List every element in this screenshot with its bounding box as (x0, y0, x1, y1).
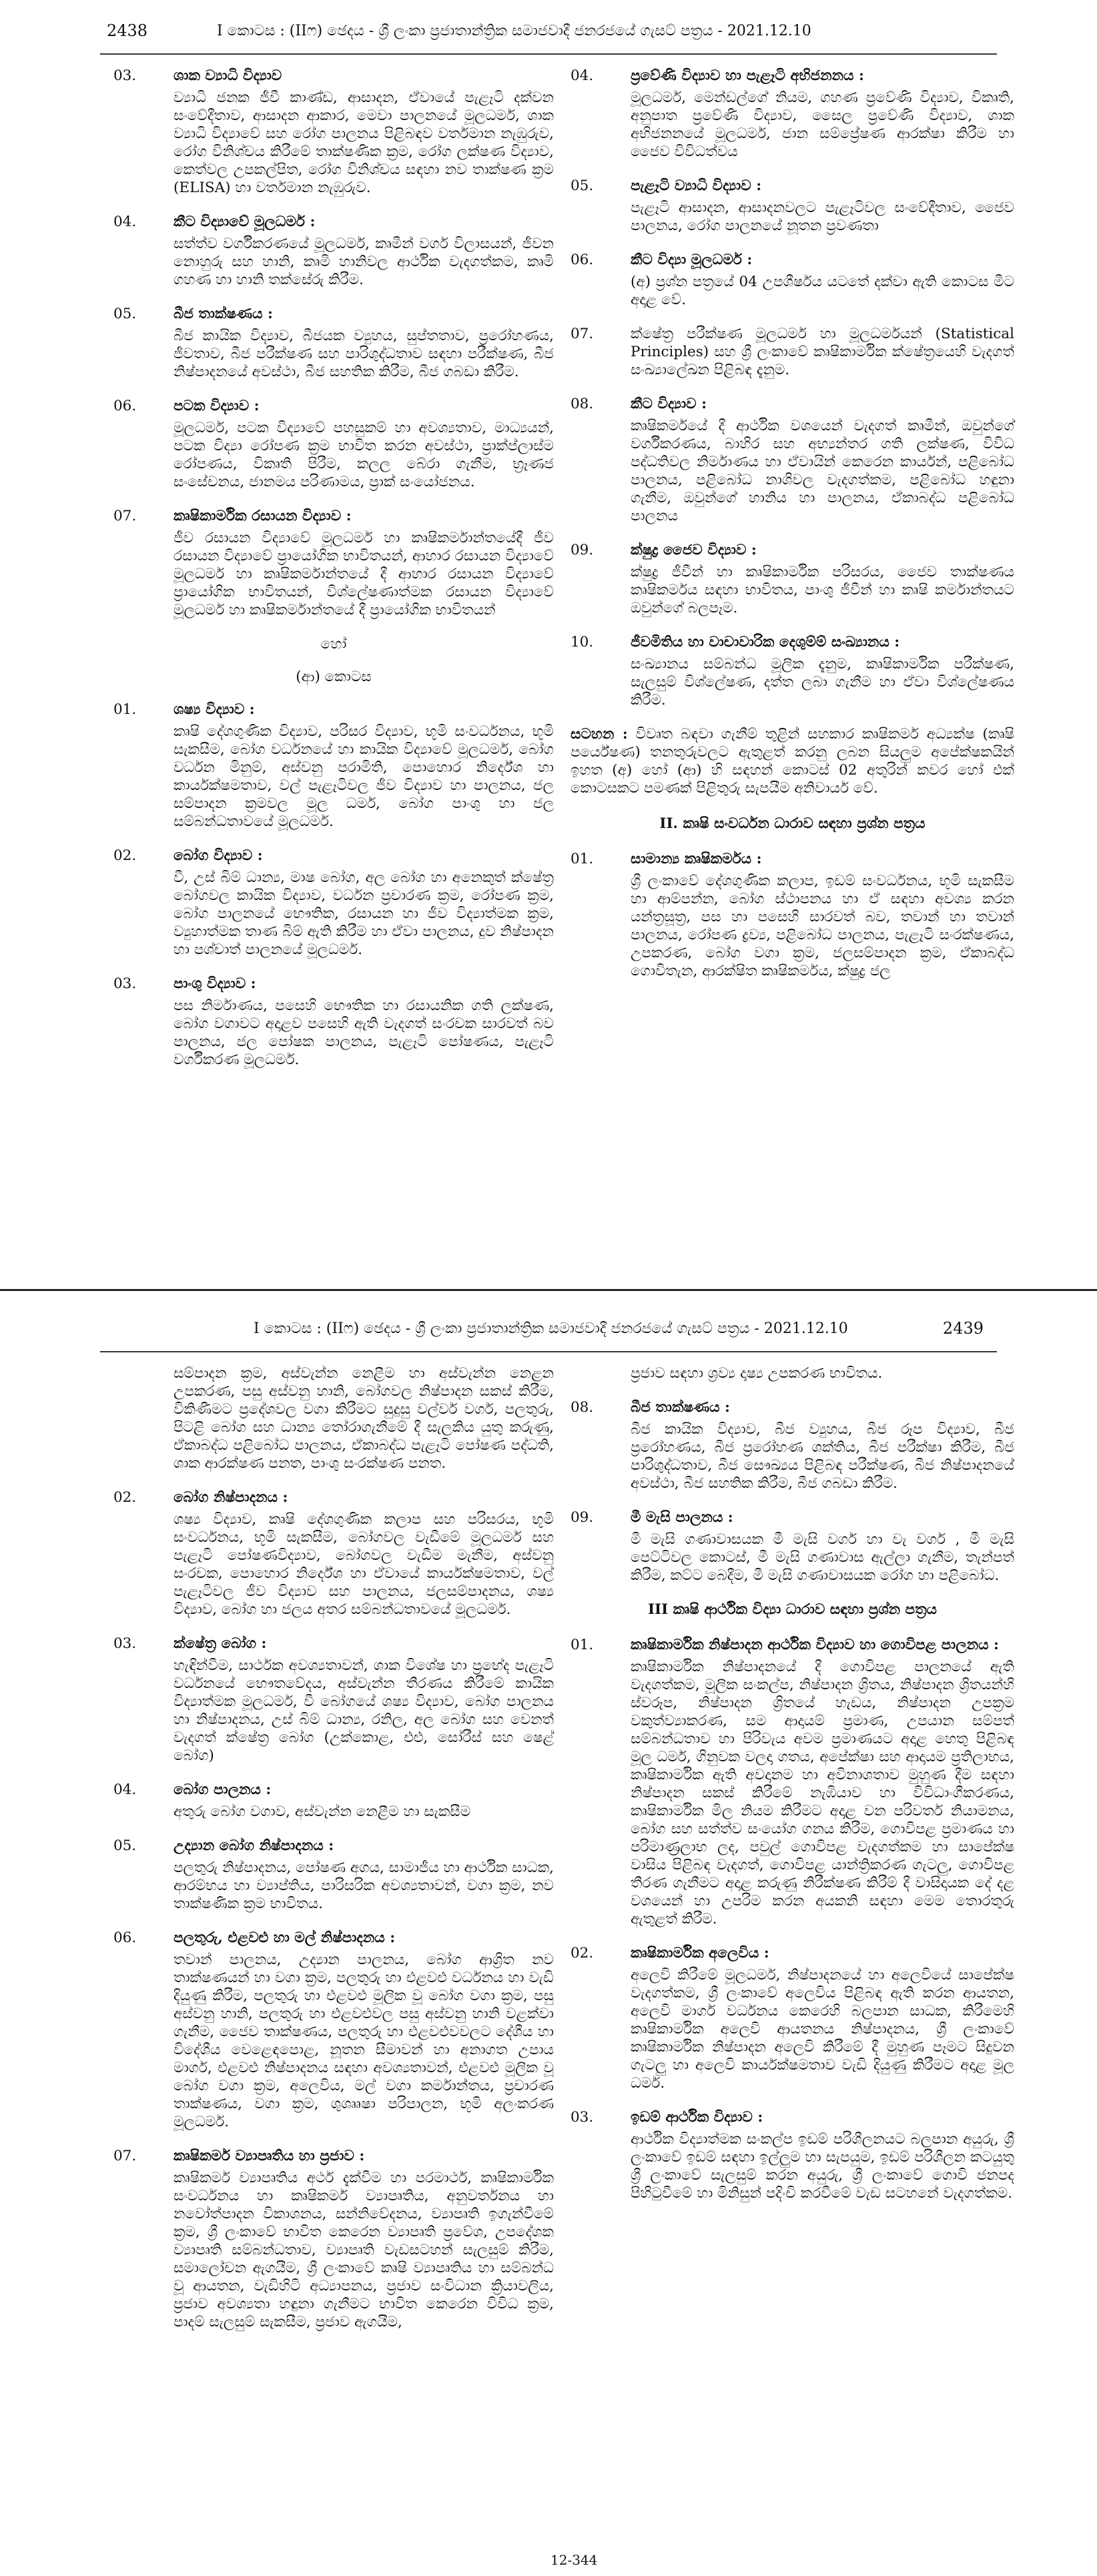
item-body: කෘෂි දේශගුණික විද්‍යාව, පරිසර විද්‍යාව, භූමි සංවර්ධනය, භූමි සැකසීම, බෝග වර්ධනයේ හා කායික විද්‍යාවේ මූලධර්ම, බෝග වර්ධන මිනුම්, අස්වනු පරාමිති, පොහොර නිර්දේශ හා කාර්යක්ෂමතාව, වල් පැළෑටිවල ජීව විද්‍යාව හා පාලනය, ජල සම්පාදන ක්‍රමවල මූල ධර්ම, බෝග පාංශු හා ජල සම්බන්ධතාවයේ මූලධර්ම. (173, 723, 554, 830)
note-paragraph (571, 725, 1014, 797)
right-column (571, 67, 1014, 996)
item-title: පටක විද්‍යාව : (173, 398, 260, 414)
item-title: බීජ තාක්ෂණය : (173, 306, 273, 322)
syllabus-item (571, 1398, 1014, 1492)
item-number: 01. (571, 851, 594, 867)
section-heading: II. කෘෂි සංවර්ධන ධාරාව සඳහා ප්‍රශ්න පත්‍රය (659, 815, 926, 832)
syllabus-item (113, 975, 554, 1069)
syllabus-item (571, 2108, 1014, 2202)
item-body: සංඛ්‍යානය සම්බන්ධ මූලික දැනුම, කෘෂිකාර්මික පරීක්ෂණ, සැලසුම් විශ්ලේෂණ, දත්ත ලබා ගැනීම හා ඒවා විශ්ලේෂණය කිරීම. (631, 656, 1014, 709)
item-number: 09. (571, 1509, 594, 1526)
item-title: ජීවමිතිය හා වාචාවාරික දෙශුම්ම් සංඛ්‍යානය : (631, 634, 900, 651)
or-separator: හෝ (320, 636, 347, 653)
item-body: සම්පාදන ක්‍රම, අස්වැන්න නෙළීම හා අස්වැන්න නෙළන උපකරණ, පසු අස්වනු හානි, බෝගවල නිෂ්පාදන සකස් කිරීම, විකිණීමට ප්‍රදේශවල වගා කිරීමට සුදුසු වල්වර් වර්ග, පලතුරු, පිටළි බෝග සහ ධාන්‍ය තෝරාගැනීමේ දී සැලකිය යුතු කරුණු, ඒකාබද්ධ පළිබෝධ පාලනය, ඒකාබද්ධ පැළෑටි පෝෂණ පද්ධති, ශාක ආරක්ෂණ පනත, පාංශු සංරක්ෂණ පනත. (173, 1365, 554, 1472)
item-number: 01. (571, 1637, 594, 1653)
item-body: බීජ කායික විද්‍යාව, බීජ ව්‍යුහය, බීජ රූප විද්‍යාව, බීජ ප්‍රරෝහණය, බීජ ප්‍රරෝහණ ශක්තිය, බීජ පරීක්ෂා කිරීම, බීජ පාරිශුද්ධතාව, බීජ සෞඛ්‍යය පිළිබඳ පරීක්ෂණ, බීජ නිෂ්පාදනයේ අවස්ථා, බීජ සහතික කිරීම, බීජ ගබඩා කිරීම. (631, 1421, 1014, 1492)
syllabus-item (113, 1488, 554, 1619)
syllabus-item (113, 67, 554, 197)
item-title: කෘෂිකාර්මික නිෂ්පාදන ආර්ථික විද්‍යාව හා ගොවිපළ පාලනය : (631, 1637, 999, 1653)
item-body: බීජ කායික විද්‍යාව, බීජයක ව්‍යුහය, සුප්තතාව, ප්‍රරෝහණය, ජීවතාව, බීජ පරීක්ෂණ සහ පාරිශුද්ධතාව සඳහා පරීක්ෂණ, බීජ නිෂ්පාදනයේ අවස්ථා, බීජ සහතික කිරීම, බීජ ගබඩා කිරීම. (173, 328, 554, 380)
syllabus-item (113, 1929, 554, 2131)
gazette-page-2439 (0, 1298, 1097, 2576)
page-divider (0, 1289, 1097, 1291)
note-label: සටහන : (571, 726, 628, 743)
section-heading: III කෘෂි ආර්ථික විද්‍යා ධාරාව සඳහා ප්‍රශ්න පත්‍රය (647, 1601, 938, 1618)
syllabus-item (571, 850, 1014, 980)
item-number: 02. (571, 1945, 594, 1962)
item-title: ශාක ව්‍යාධි විද්‍යාව (173, 67, 282, 84)
item-title: ඉඩම් ආර්ථික විද්‍යාව : (631, 2109, 763, 2126)
syllabus-item (571, 67, 1014, 161)
item-body: පැළෑටි ආසාදන, ආසාදනවලට පැළෑටිවල සංවේදීතාව, ජෛව පාලනය, රෝග පාලනයේ නූතන ප්‍රවණතා (631, 199, 1014, 234)
item-title: කීට විද්‍යාවේ මූලධර්ම : (173, 213, 316, 230)
item-title: කීට විද්‍යා මූලධර්ම : (631, 252, 753, 268)
item-body: ජීව රසායන විද්‍යාවේ මූලධර්ම හා කෘෂිකර්මාන්තයේදී ජීව රසායන විද්‍යාවේ ප්‍රායෝගික භාවිතයන්, ආහාර රසායන විද්‍යාවේ මූලධර්ම හා කෘෂිකර්මාන්තයේ දී ආහාර රසායන විද්‍යාවේ ප්‍රායෝගික භාවිතයන්, විශ්ලේෂණාත්මක රසායන විද්‍යාවේ මූලධර්ම හා කෘෂිකර්මාන්තයේ දී ප්‍රායෝගික භාවිතයන් (173, 530, 554, 618)
item-title: ශෂ්‍ය විද්‍යාව : (173, 701, 255, 718)
item-body: තවාන් පාලනය, උද්‍යාන පාලනය, බෝග ආශ්‍රිත නව තාක්ෂණයන් හා වගා ක්‍රම, පලතුරු හා එළවළු වර්ධනය හා වැඩි දියුණු කිරීම, පලතුරු හා එළවළු මූලික වූ බෝග වගා ක්‍රම, පසු අස්වනු හානි, පලතුරු හා එළවළුවල පසු අස්වනු හානි වළක්වා ගැනීම, ජෛව තාක්ෂණය, පලතුරු හා එළවළුවවලට දේශීය හා විදේශීය වෙළෙඳපොළ, නූතන සීමාවන් හා අනාගත උපාය මාර්ග, එළවළු නිෂ්පාදනය සඳහා අවශ්‍යතාවන්, එළවළු මූලික වූ බෝග වගා ක්‍රම, අලෙවිය, මල් වගා කර්මාන්තය, ප්‍රචාරණ තාක්ෂණය, වගා ක්‍රම, ශුශ්‍රූෂා පරිපාලන, භූමි අලංකරණ මූලධර්ම. (173, 1952, 554, 2130)
left-column (113, 1364, 554, 2347)
item-number: 08. (571, 396, 594, 412)
item-number: 06. (113, 1929, 137, 1946)
item-title: බෝග විද්‍යාව : (173, 847, 263, 864)
item-body: පස නිර්මාණය, පසෙහි භෞතික හා රසායනික ගති ලක්ෂණ, බෝග වගාවට අදාළව පසෙහි ඇති වැදගත් සංරචක සාරවත් බව පාලනය, ජල පෝෂක පාලනය, පැළෑටි පෝෂණය, පැළෑටි වර්ගීකරණ මූලධර්ම. (173, 997, 554, 1068)
page-header-title: I කොටස : (IIෆ) ඡෙදය - ශ්‍රී ලංකා ප්‍රජාතාන්ත්‍රික සමාජවාදී ජනරජයේ ගැසට් පත්‍රය - 2021.12.10 (217, 23, 811, 39)
item-title: බෝග පාලනය : (173, 1781, 272, 1798)
item-number: 02. (113, 847, 137, 864)
item-body: ශ්‍රී ලංකාවේ දේශගුණික කලාප, ඉඩම් සංවර්ධනය, භූමි සැකසීම හා ආම්පන්න, බෝග ස්ථාපනය හා ඒ සඳහා අවශ්‍ය කරන යන්ත්‍රසූත්‍ර, පස හා පසෙහි සාරවත් බව, තවාන් හා තවාන් පාලනය, රෝපණ ද්‍රව්‍ය, පළිබෝධ පාලනය, පැළෑටි සංරක්ෂණය, උපකරණ, බෝග වගා ක්‍රම, ජලසම්පාදන ක්‍රම, ඒකාබද්ධ ගොවිතැන, ආරක්ෂිත කෘෂිකර්මය, ක්ෂුද්‍ර ජල (631, 873, 1014, 979)
item-body: ආර්ථික විද්‍යාත්මක සංකල්ප ඉඩම් පරිශීලනයට බලපාන අයුරු, ශ්‍රී ලංකාවේ ඉඩම් සඳහා ඉල්ලුම හා සැපයුම, ඉඩම් පරිශීලන කටයුතු ශ්‍රී ලංකාවේ සැලසුම් කරන අයුරු, ශ්‍රී ලංකාවේ ගොවි ජනපද පිහිටුවීමේ හා මිනිසුන් පදිංචි කරවීමේ වැඩ සටහනේ වැදගත්කම. (631, 2131, 1014, 2202)
item-number: 03. (571, 2109, 594, 2126)
item-number: 03. (113, 67, 137, 84)
item-number: 06. (113, 398, 137, 414)
item-number: 02. (113, 1489, 137, 1506)
item-number: 04. (571, 67, 594, 84)
item-title: ක්ෂේත්‍ර බෝග : (173, 1635, 267, 1652)
item-title: මී මැසි පාලනය : (631, 1509, 733, 1526)
continued-paragraph (113, 1364, 554, 1472)
syllabus-item (571, 633, 1014, 709)
item-number: 09. (571, 542, 594, 558)
item-body: අතුරු බෝග වගාව, අස්වැන්න නෙළීම හා සැකසීම (173, 1803, 471, 1820)
item-body: කෘෂිකාර්මික නිෂ්පාදනයේ දී ගොවිපළ පාලනයේ ඇති වැදගත්කම, මූලික සංකල්ප, නිෂ්පාදන ශ්‍රිතය, නිෂ්පාදන ශ්‍රිතයන්හි ස්වරූප, නිෂ්පාදන ශ්‍රිතයේ හැඩය, නිෂ්පාදන උපක්‍රම වකුත්ව්‍යාකරණ, සම ආදායම් ප්‍රමාණ, උපයාන සම්පත් සම්බන්ධතාව හා පිරිවැය අවම ප්‍රමාණයට අදාළ හෙතු පිළිබඳ මූල ධර්ම, ගිනුවක වලදා ගතය, අපේක්ෂා සහ ආදායම ප්‍රතිලාභය, කෘෂිකාර්මික ඇති අවදානම හා අවිනාශතාව මුහුණ දීම සඳහා නිෂ්පාදන සකස් කිරීමේ නැඹියාව හා විවිධාංගීකරණය, කෘෂිකාර්මික මිල නියම කිරීමට අදාළ වන පරිවර්ත නියාමනය, බෝග සහ සත්ත්ව සංයෝග ගනය කිරීම, ගොවිපළ ප්‍රමාණය හා පරිමාණ්‍රලාභ ලද, පවුල් ගොවිපළ වැදගත්කම හා සාපේක්ෂ වාසිය පිළිබඳ වැදගත්, ගොවිපළ යාන්ත්‍රිකරණ ගැටලු, ගොවිපළ තීරණ ගැනීමට අදාළ කරුණු නිරීක්ෂණ කිරීම් දී වාසිදායක දේ දළ වශයෙන් හා උපරිම කරන අයකනි සඳහා මෙම තොරතුරු ඇතුළත් කිරීම. (631, 1659, 1014, 1927)
syllabus-item (113, 213, 554, 289)
syllabus-item (113, 2147, 554, 2331)
item-body: ව්‍යාධි ජනක ජීවී කාණ්ඩ, ආසාදන, ඒවායේ පැළෑටි දක්වන සංවේදීතාව, ආසාදන ආකාර, මෙවා පාලනයේ මූලධර්ම, ශාක ව්‍යාධි විද්‍යාවේ සහ රෝග පාලනය පිළිබඳව වර්තමාන නැඹුරුව, රෝග විනිශ්චය කිරීමේ තාක්ෂණික ක්‍රම, රෝග ලක්ෂණ විද්‍යාව, කෙත්වල උපකල්පිත, රෝග විනිශ්චය සඳහා නව තාක්ෂණ ක්‍රම (ELISA) හා වර්තමාන නැඹුරුව. (173, 89, 554, 196)
item-number: 07. (113, 508, 137, 524)
item-title: පැළෑටි ව්‍යාධි විද්‍යාව : (631, 177, 762, 194)
item-body: මී මැසි ගණාවාසයක මී මැසි වර්ග හා වැ වර්ග , මී මැසි පෙට්ටිවල කොටස්, මී මැසි ගණාවාස ඇල්ලා ගැනීම, තැන්පත් කිරීම, කට්ට බෙදීම, මී මැසි ගණාවාසයක රෝග හා පළිබෝධ. (631, 1531, 1014, 1584)
item-body: මූලධර්ම, මෙන්ඩල්ගේ නියම, ගහණ ප්‍රවේණි විද්‍යාව, විකෘති, අනුපාත ප්‍රවේණි විද්‍යාව, සෛල ප්‍රවේණි විද්‍යාව, ශාක අභිජනනයේ මූලධර්ම, ජාන සම්ප්‍රේෂණ ආරක්ෂා කිරීම හා ජෛව විවිධත්වය (631, 89, 1014, 160)
item-body: අලෙවි කිරීමේ මූලධර්ම, නිෂ්පාදනයේ හා අලෙවියේ සාපේක්ෂ වැදගත්කම, ශ්‍රී ලංකාවේ අලෙවිය පිළිබඳ ඇති කරන ආයතන, අලෙවි මාර්ග වර්ධනය කෙරෙහි බලපාන සාධක, කිරීමෙහි කෘෂිකාර්මික අලෙවි ආයතනය නිෂ්පාදනය, ශ්‍රී ලංකාවේ කෘෂිකාර්මික නිෂ්පාදන අලෙවි කිරීමේ දී මුහුණ පෑමට සිදුවන ගැටලු හා අලෙවි කාර්යක්ෂමතාව වැඩි දියුණු කිරීමට අදාළ මූල ධර්ම. (631, 1967, 1014, 2092)
item-body: මූලධර්ම, පටක විද්‍යාවේ පහසුකම් හා අවශ්‍යතාව, මාධ්‍යයන්, පටක විද්‍යා රෝපණ ක්‍රම භාවිත කරන අවස්ථා, ප්‍රාක්ප්ලාස්ම රෝපණය, විකෘති පිරීම, කලල බේරා ගැනීම, භ්‍රෑණජ සංසේචනය, ජානමය පරිණාමය, ප්‍රාක් සංයෝජනය. (173, 420, 554, 490)
page-number: 2438 (107, 21, 148, 40)
item-number: 10. (571, 634, 594, 651)
item-title: කෘෂිකාර්මික අලෙවිය : (631, 1945, 769, 1962)
item-title: කෘෂිකාර්මික රසායන විද්‍යාව : (173, 508, 352, 524)
page-header (100, 15, 997, 45)
item-body: හැඳින්වීම, සාර්ථක අවශ්‍යතාවන්, ශාක විශේෂ හා ප්‍රභේද පැළෑටි වර්ධනයේ භෞතවේදය, අස්වැන්න තීරණය කිරීමේ කායික විද්‍යාත්මක මූලධර්ම, වී බෝගයේ ශෂ්‍ය විද්‍යාව, බෝග පාලනය හා නිෂ්පාදනය, උස් බිම් ධාන්‍ය, රනිල, අල බෝග සහ වෙනත් වැදගත් ක්ෂේත්‍ර බෝග (උක්කොළ, එළු, සෝරීස් සහ ෂෙළ් බෝග) (173, 1657, 554, 1764)
syllabus-item (113, 305, 554, 381)
item-number: 08. (571, 1399, 594, 1416)
item-body: සත්ත්ව වර්ගීකරණයේ මූලධර්ම, කෘමීන් වර්ග විලාසයන්, ජීවන නොහුරු සහ හානි, කෘමි හානිවල ආර්ථික වැදගත්කම, කෘමි ගහණ හා හානි තක්සේරු කිරීම. (173, 236, 554, 288)
item-body: පලතුරු නිෂ්පාදනය, පෝෂණ අගය, සාමාජීය හා ආර්ථික සාධක, ආරම්භය හා ව්‍යාප්තිය, පාරිසරික අවශ්‍යතාවන්, වගා ක්‍රම, නව තාක්ෂණික ක්‍රම භාවිතය. (173, 1859, 554, 1912)
item-number: 07. (113, 2148, 137, 2164)
syllabus-item (571, 325, 1014, 379)
syllabus-item (571, 251, 1014, 309)
continued-paragraph (571, 1364, 1014, 1382)
syllabus-item (571, 1509, 1014, 1585)
syllabus-item (571, 177, 1014, 235)
syllabus-item (571, 541, 1014, 617)
item-number: 05. (113, 1837, 137, 1854)
syllabus-item (113, 507, 554, 619)
syllabus-item (571, 1944, 1014, 2092)
item-title: උද්‍යාන බෝග නිෂ්පාදනය : (173, 1837, 334, 1854)
item-body: ශෂ්‍ය විද්‍යාව, කෘෂි දේශගුණික කලාප සහ පරිසරය, භූමි සංවර්ධනය, භූමි සැකසීම, බෝගවල වැඩීමේ මූලධර්ම සහ පැළෑටි පෝෂණවිද්‍යාව, බෝගවල වැඩීම මැනීම, අස්වනු සංරචක, පොහොර නිර්දේශ හා ඒවායේ කාර්යක්ෂමතාව, වල් පැළෑටිවල ජීව විද්‍යාව සහ පාලනය, ජලසම්පාදනය, ශෂ්‍ය විද්‍යාව, බෝග හා ජලය අතර සම්බන්ධතාවයේ මූලධර්ම. (173, 1511, 554, 1618)
header-rule (100, 53, 997, 55)
page-number: 2439 (942, 1319, 984, 1338)
item-title: කෘෂිකර්ම ව්‍යාපෘතිය හා ප්‍රජාව : (173, 2148, 365, 2164)
header-rule (100, 1351, 997, 1352)
page-header-title: I කොටස : (IIෆ) ඡෙදය - ශ්‍රී ලංකා ප්‍රජාතාන්ත්‍රික සමාජවාදී ජනරජයේ ගැසට් පත්‍රය - 2021.12.10 (254, 1320, 848, 1337)
page-header (100, 1312, 997, 1343)
item-number: 03. (113, 1635, 137, 1652)
item-title: පලතුරු, එළවළු හා මල් නිෂ්පාදනය : (173, 1929, 396, 1946)
item-title: පාංශු විද්‍යාව : (173, 975, 256, 992)
item-body: ප්‍රජාව සඳහා ශ්‍රව්‍ය දෘෂ්‍ය උපකරණ භාවිතය. (631, 1365, 883, 1382)
item-number: 05. (571, 177, 594, 194)
item-title: බෝග නිෂ්පාදනය : (173, 1489, 288, 1506)
item-title: කීට විද්‍යාව : (631, 396, 707, 412)
syllabus-item (113, 397, 554, 491)
syllabus-item (113, 1635, 554, 1765)
item-title: ක්ෂුද්‍ර ජෛව විද්‍යාව : (631, 542, 757, 558)
item-body: ක්ෂේත්‍ර පරීක්ෂණ මූලධර්ම හා මූලධර්මයන් (Statistical Principles) සහ ශ්‍රී ලංකාවේ කෘෂිකාර්මික ක්ෂේත්‍රයෙහි වැදගත් සංඛ්‍යාලේඛන පිළිබඳ දැනුම. (631, 326, 1014, 378)
item-body: කෘෂිකර්මයේ දී ආර්ථික වශයෙන් වැදගත් කෘමීන්, ඔවුන්ගේ වර්ගීකරණය, බාහිර සහ අභ්‍යන්තර ගති ලක්ෂණ, විවිධ පද්ධතිවල නිර්මාණය හා ඒවායින් කෙරෙන කාර්යන්, පළිබෝධ පාලනය, පළිබෝධ නාශිවල වැදගත්කම, පළිබෝධ හඳුනා ගැනීම, ඔවුන්ගේ හානිය හා පාලනය, ඒකාබද්ධ පළිබෝධ පාලනය (631, 418, 1014, 524)
item-number: 05. (113, 306, 137, 322)
item-body: ක්ෂුද්‍ර ජීවීන් හා කෘෂිකාර්මික පරිසරය, ජෛව තාක්ෂණය කෘෂිකර්මය සඳහා භාවිතය, පාංශු ජීවීන් හා කෘෂි කර්මාන්තයට ඔවුන්ගේ බලපෑම. (631, 564, 1014, 616)
footer-code: 12-344 (551, 2552, 598, 2568)
item-title: ප්‍රවේණි විද්‍යාව හා පැළෑටි අභිජනනය : (631, 67, 864, 84)
item-title: සාමාන්‍ය කෘෂිකර්මය : (631, 851, 762, 867)
syllabus-item (113, 1837, 554, 1913)
part-b-label: (ආ) කොටස (296, 669, 372, 685)
note-body: විවෘත බඳවා ගැනීම් තුළින් සහකාර කෘෂිකර්ම අධ්‍යක්ෂ (කෘෂි පර්යේෂණ) තනතුරුවලට ඇතුළත් කරනු ලබන සියලුම අපේක්ෂකයින් ඉහත (අ) හෝ (ආ) හි සඳහන් කොටස් 02 අතුරින් කවර හෝ එක් කොටසකට පමණක් පිළිතුරු සැපයීම අනිවාර්ය වේ. (571, 726, 1014, 797)
syllabus-item (113, 701, 554, 831)
syllabus-item (113, 1781, 554, 1821)
item-number: 07. (571, 326, 594, 342)
item-body: (අ) ප්‍රශ්න පත්‍රයේ 04 උපශීර්ෂය යටතේ දක්වා ඇති කොටස මීට අදාළ වේ. (631, 274, 1014, 308)
item-number: 04. (113, 1781, 137, 1798)
item-number: 03. (113, 975, 137, 992)
right-column (571, 1364, 1014, 2218)
item-number: 04. (113, 213, 137, 230)
left-column (113, 67, 554, 1085)
syllabus-item (571, 1636, 1014, 1928)
item-body: කෘෂිකර්ම ව්‍යාපෘතිය අර්ථ දැක්වීම හා පරමාර්ථ, කෘෂිකාර්මික සංවර්ධනය හා කෘෂිකර්ම ව්‍යාපෘතිය, අනුවර්තනය හා නවෝත්පාදන විකාශනය, සන්නිවේදනය, ව්‍යාපෘති ඉගැන්වීමේ ක්‍රම, ශ්‍රී ලංකාවේ භාවිත කෙරෙන ව්‍යාපෘති ප්‍රවේශ, උපදේශක ව්‍යාපෘති සම්බන්ධතාව, ව්‍යාපෘති වැඩසටහන් සැලසුම් කිරීම, සමාලෝචන ඇගයීම, ශ්‍රී ලංකාවේ කෘෂි ව්‍යාපෘතිය හා සම්බන්ධ වූ ආයතන, වැඩිහිටි අධ්‍යාපනය, ප්‍රජාව සංවිධාන ක්‍රියාවලිය, ප්‍රජාව අවශ්‍යතා හඳුනා ගැනීමට භාවිත කෙරෙන විවිධ ක්‍රම, පාදම් සැලසුම් සැකසීම, ප්‍රජාව ඇගයීම, (173, 2170, 554, 2330)
item-title: බීජ තාක්ෂණය : (631, 1399, 730, 1416)
item-number: 06. (571, 252, 594, 268)
syllabus-item (571, 395, 1014, 525)
item-body: වී, උස් බිම් ධාන්‍ය, මාෂ බෝග, අල බෝග හා අනෙකුත් ක්ෂේත්‍ර බෝගවල කායික විද්‍යාව, වර්ධන ප්‍රචාරණ ක්‍රම, රෝපණ ක්‍රම, බෝග පාලනයේ භෞතික, රසායන හා ජීව විද්‍යාත්මක ක්‍රම, ව්‍යුහාත්මක තාණ බිම් ඇති කිරීම හා ඒවා පාලනය, දුව නිෂ්පාදන හා පශ්චාත් පාලනයේ මූලධර්ම. (173, 869, 554, 958)
item-number: 01. (113, 701, 137, 718)
syllabus-item (113, 847, 554, 959)
